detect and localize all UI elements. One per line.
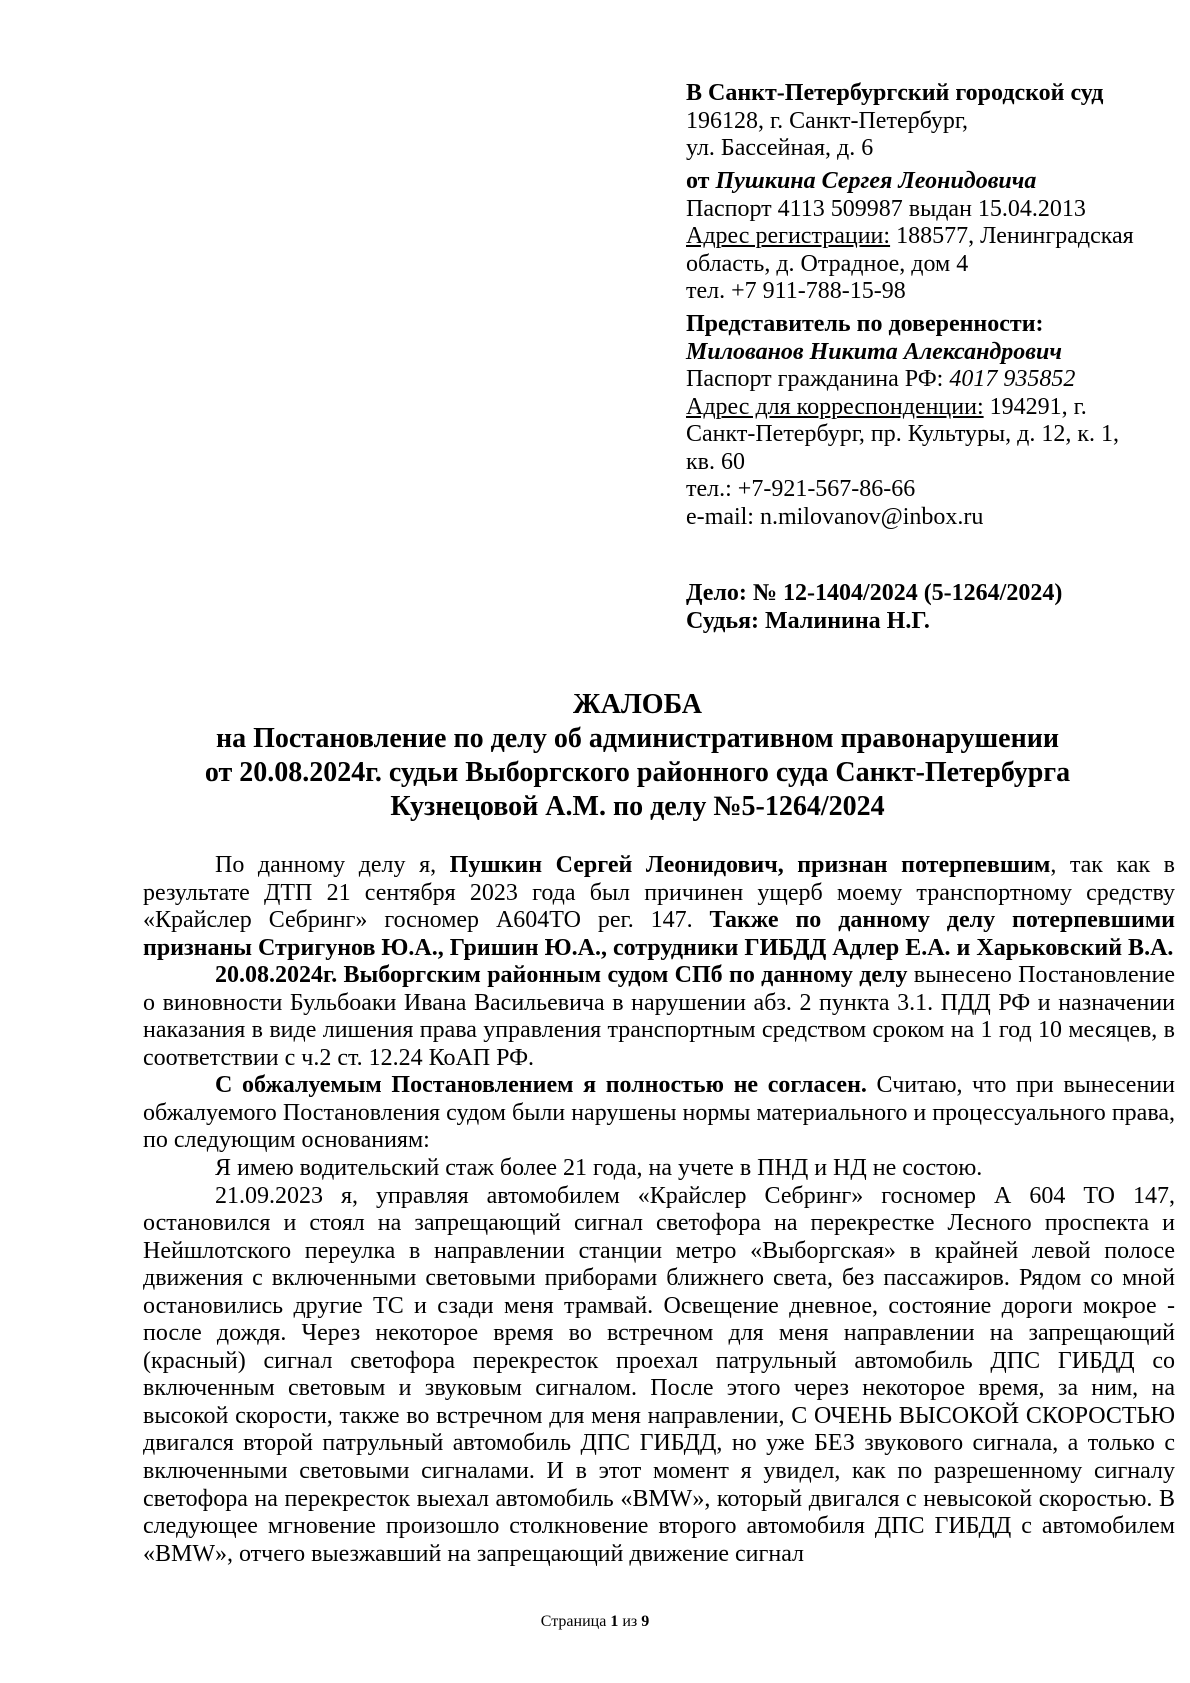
court-address-line: 196128, г. Санкт-Петербург, bbox=[686, 107, 969, 134]
of-word: из bbox=[618, 1613, 642, 1630]
sender-name-line bbox=[686, 168, 1156, 196]
registration-label: Адрес регистрации: bbox=[686, 223, 891, 249]
court-address-line: ул. Бассейная, д. 6 bbox=[686, 135, 874, 161]
text-run: Считаю, что при вынесении обжалуемого Постановления судом были нарушены нормы материального и процессуального права, по следующим основаниям: bbox=[143, 1072, 1175, 1154]
correspondence-label: Адрес для корреспонденции: bbox=[686, 393, 984, 420]
passport-value: 4017 935852 bbox=[949, 366, 1076, 392]
correspondence-address bbox=[686, 394, 1156, 422]
title-line: от 20.08.2024г. судьи Выборгского районного суда Санкт-Петербурга bbox=[204, 757, 1071, 788]
court-name: В Санкт-Петербургский городской суд bbox=[686, 80, 1104, 106]
text-run: вынесено Постановление о виновности Бульбоаки Ивана Васильевича в нарушении абз. 2 пункта 3.1. ПДД РФ и назначении наказания в виде лишения права управления транспортным средством сроком на 1 год 10 месяцев, в соответствии с ч.2 ст. 12.24 КоАП РФ. bbox=[143, 962, 1175, 1071]
page-total: 9 bbox=[641, 1613, 650, 1630]
paragraph bbox=[143, 1072, 1175, 1155]
sender-name: Пушкина Сергея Леонидовича bbox=[715, 168, 1037, 194]
representative-email: e-mail: n.milovanov@inbox.ru bbox=[686, 503, 984, 530]
page-word: Страница bbox=[540, 1613, 611, 1630]
representative-phone: тел.: +7-921-567-86-66 bbox=[686, 476, 916, 502]
correspondence-address-cont: Санкт-Петербург, пр. Культуры, д. 12, к. 1, bbox=[686, 421, 1120, 447]
text-run: , так как в результате ДТП 21 сентября 2023 года был причинен ущерб моему транспортному средству «Крайслер Себринг» госномер А604ТО рег. 147. bbox=[143, 852, 1175, 934]
page-footer bbox=[0, 1613, 1190, 1631]
text-run-bold: 20.08.2024г. Выборгским районным судом СПб по данному делу bbox=[215, 962, 908, 989]
sender-registration bbox=[686, 223, 1156, 251]
text-run-bold: Также по данному делу потерпевшими признаны Стригунов Ю.А., Гришин Ю.А., сотрудники ГИБДД Адлер Е.А. и Харьковский В.А. bbox=[143, 907, 1175, 961]
text-run-bold: С обжалуемым Постановлением я полностью не согласен. bbox=[215, 1072, 867, 1099]
representative-passport bbox=[686, 366, 1156, 394]
paragraph bbox=[143, 962, 1175, 1072]
case-number: Дело: № 12-1404/2024 (5-1264/2024) bbox=[686, 580, 1063, 606]
correspondence-address-cont: кв. 60 bbox=[686, 448, 745, 475]
addressee-block bbox=[686, 80, 1156, 163]
document-title bbox=[100, 688, 1175, 824]
sender-phone: тел. +7 911-788-15-98 bbox=[686, 278, 906, 304]
sender-block bbox=[686, 168, 1156, 306]
title-line: на Постановление по делу об административном правонарушении bbox=[215, 723, 1059, 754]
from-prefix: от bbox=[686, 168, 716, 194]
representative-block bbox=[686, 311, 1156, 531]
title-line: ЖАЛОБА bbox=[573, 689, 702, 720]
title-line: Кузнецовой А.М. по делу №5-1264/2024 bbox=[390, 791, 885, 822]
text-run-bold: Пушкин Сергей Леонидович, признан потерпевшим bbox=[449, 852, 1051, 878]
page-number: 1 bbox=[610, 1613, 619, 1630]
judge-name: Судья: Малинина Н.Г. bbox=[686, 607, 930, 634]
representative-name: Милованов Никита Александрович bbox=[686, 338, 1062, 365]
correspondence-value: 194291, г. bbox=[983, 393, 1087, 420]
document-body bbox=[143, 852, 1175, 1568]
registration-value: 188577, Ленинградская bbox=[890, 223, 1134, 249]
representative-heading: Представитель по доверенности: bbox=[686, 311, 1044, 337]
sender-registration-cont: область, д. Отрадное, дом 4 bbox=[686, 250, 969, 277]
text-run: По данному делу я, bbox=[215, 852, 450, 878]
sender-passport: Паспорт 4113 509987 выдан 15.04.2013 bbox=[686, 195, 1086, 222]
passport-label: Паспорт гражданина РФ: bbox=[686, 366, 950, 392]
paragraph: 21.09.2023 я, управляя автомобилем «Крайслер Себринг» госномер А 604 ТО 147, остановился и стоял на запрещающий сигнал светофора на перекрестке Лесного проспекта и Нейшлотского переулка в направлении станции метро «Выборгская» в крайней левой полосе движения с включенными световыми приборами ближнего света, без пассажиров. Рядом со мной остановились другие ТС и сзади меня трамвай. Освещение дневное, состояние дороги мокрое - после дождя. Через некоторое время во встречном для меня направлении на запрещающий (красный) сигнал светофора перекресток проехал патрульный автомобиль ДПС ГИБДД со включенным световым и звуковым сигналом. После этого через некоторое время, за ним, на высокой скорости, также во встречном для меня направлении, С ОЧЕНЬ ВЫСОКОЙ СКОРОСТЬЮ двигался второй патрульный автомобиль ДПС ГИБДД, но уже БЕЗ звукового сигнала, а только с включенными световыми сигналами. И в этот момент я увидел, как по разрешенному сигналу светофора на перекресток выехал автомобиль «BMW», который двигался с невысокой скоростью. В следующее мгновение произошло столкновение второго автомобиля ДПС ГИБДД с автомобилем «BMW», отчего выезжавший на запрещающий движение сигнал bbox=[143, 1182, 1175, 1567]
paragraph: Я имею водительский стаж более 21 года, на учете в ПНД и НД не состою. bbox=[215, 1155, 983, 1182]
case-block bbox=[686, 580, 1156, 635]
paragraph bbox=[143, 852, 1175, 962]
